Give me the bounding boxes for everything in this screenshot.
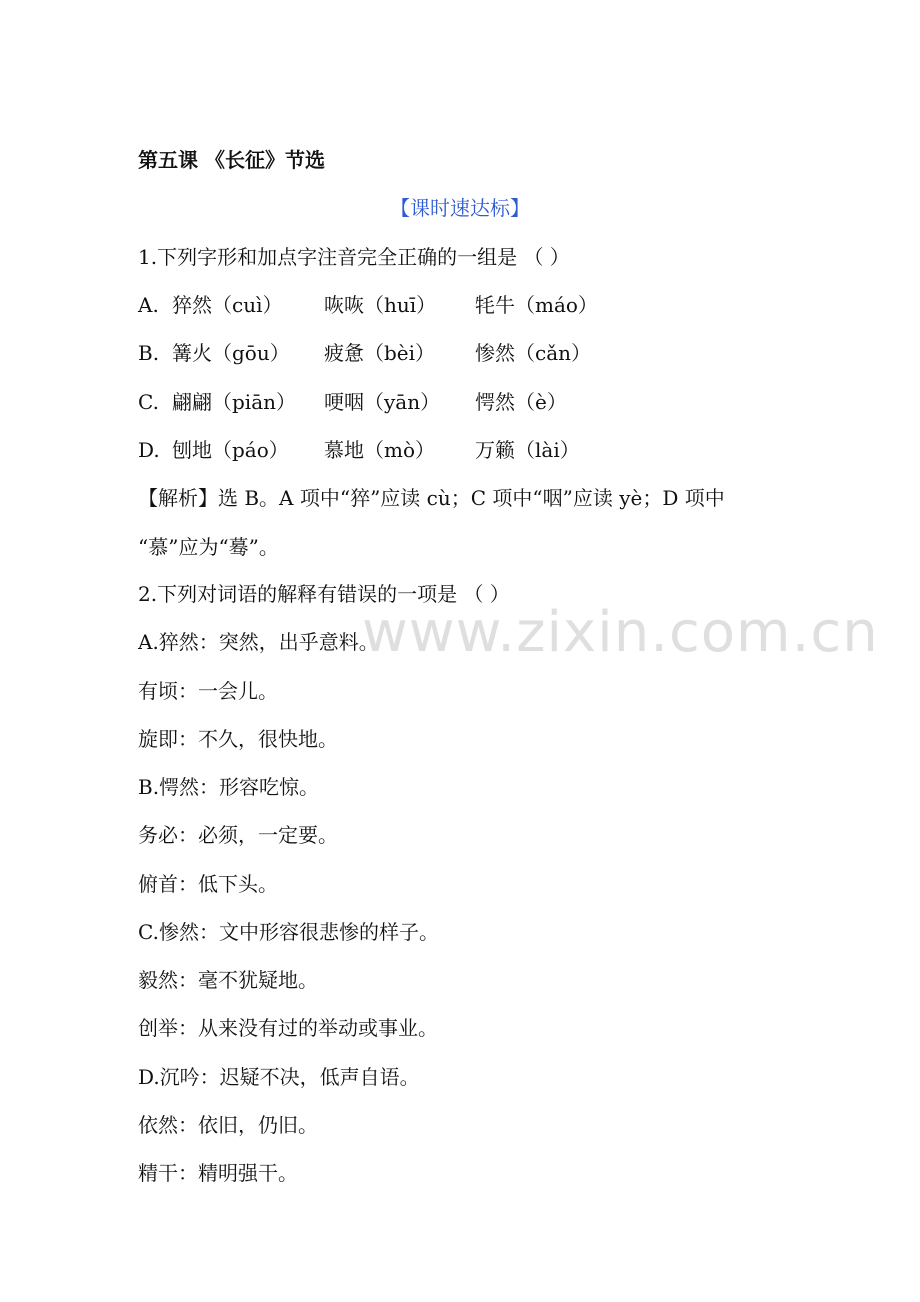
q2-line: A.猝然：突然，出乎意料。 bbox=[138, 630, 379, 654]
q2-line: 俯首：低下头。 bbox=[138, 872, 278, 896]
option-item: 愕然（è） bbox=[475, 390, 567, 414]
q1-analysis-line-2: “慕”应为“蓦”。 bbox=[138, 535, 279, 559]
option-item: 刨地（páo） bbox=[172, 438, 289, 462]
section-heading: 【课时速达标】 bbox=[390, 196, 530, 220]
option-item: 咴咴（huī） bbox=[324, 293, 437, 317]
option-item: 翩翩（piān） bbox=[172, 390, 297, 414]
option-item: 篝火（gōu） bbox=[172, 341, 290, 365]
q2-line: 精干：精明强干。 bbox=[138, 1161, 298, 1185]
option-item: 万籁（lài） bbox=[475, 438, 580, 462]
option-label: B. bbox=[138, 341, 160, 365]
option-item: 惨然（cǎn） bbox=[475, 341, 592, 365]
option-item: 猝然（cuì） bbox=[172, 293, 283, 317]
question-2-stem: 2.下列对词语的解释有错误的一项是 （ ） bbox=[138, 582, 510, 606]
question-1-stem: 1.下列字形和加点字注音完全正确的一组是 （ ） bbox=[138, 245, 570, 269]
option-label: D. bbox=[138, 438, 160, 462]
option-label: C. bbox=[138, 390, 159, 414]
option-label: A. bbox=[138, 293, 159, 317]
q1-analysis-line-1: 【解析】选 B。A 项中“猝”应读 cù；C 项中“咽”应读 yè；D 项中 bbox=[138, 486, 725, 510]
option-item: 慕地（mò） bbox=[324, 438, 436, 462]
q2-line: 创举：从来没有过的举动或事业。 bbox=[138, 1016, 438, 1040]
q2-line: 旋即：不久，很快地。 bbox=[138, 727, 338, 751]
q2-line: C.惨然：文中形容很悲惨的样子。 bbox=[138, 920, 439, 944]
option-item: 疲惫（bèi） bbox=[324, 341, 436, 365]
q2-line: 务必：必须，一定要。 bbox=[138, 823, 338, 847]
lesson-title: 第五课 《长征》节选 bbox=[138, 148, 325, 172]
q2-line: 依然：依旧，仍旧。 bbox=[138, 1113, 318, 1137]
q2-line: B.愕然：形容吃惊。 bbox=[138, 775, 320, 799]
q2-line: 有顷：一会儿。 bbox=[138, 679, 278, 703]
q2-line: 毅然：毫不犹疑地。 bbox=[138, 968, 318, 992]
q2-line: D.沉吟：迟疑不决，低声自语。 bbox=[138, 1065, 420, 1089]
option-item: 牦牛（máo） bbox=[475, 293, 598, 317]
option-item: 哽咽（yān） bbox=[324, 390, 441, 414]
watermark: www.zixin.com.cn bbox=[362, 600, 879, 665]
